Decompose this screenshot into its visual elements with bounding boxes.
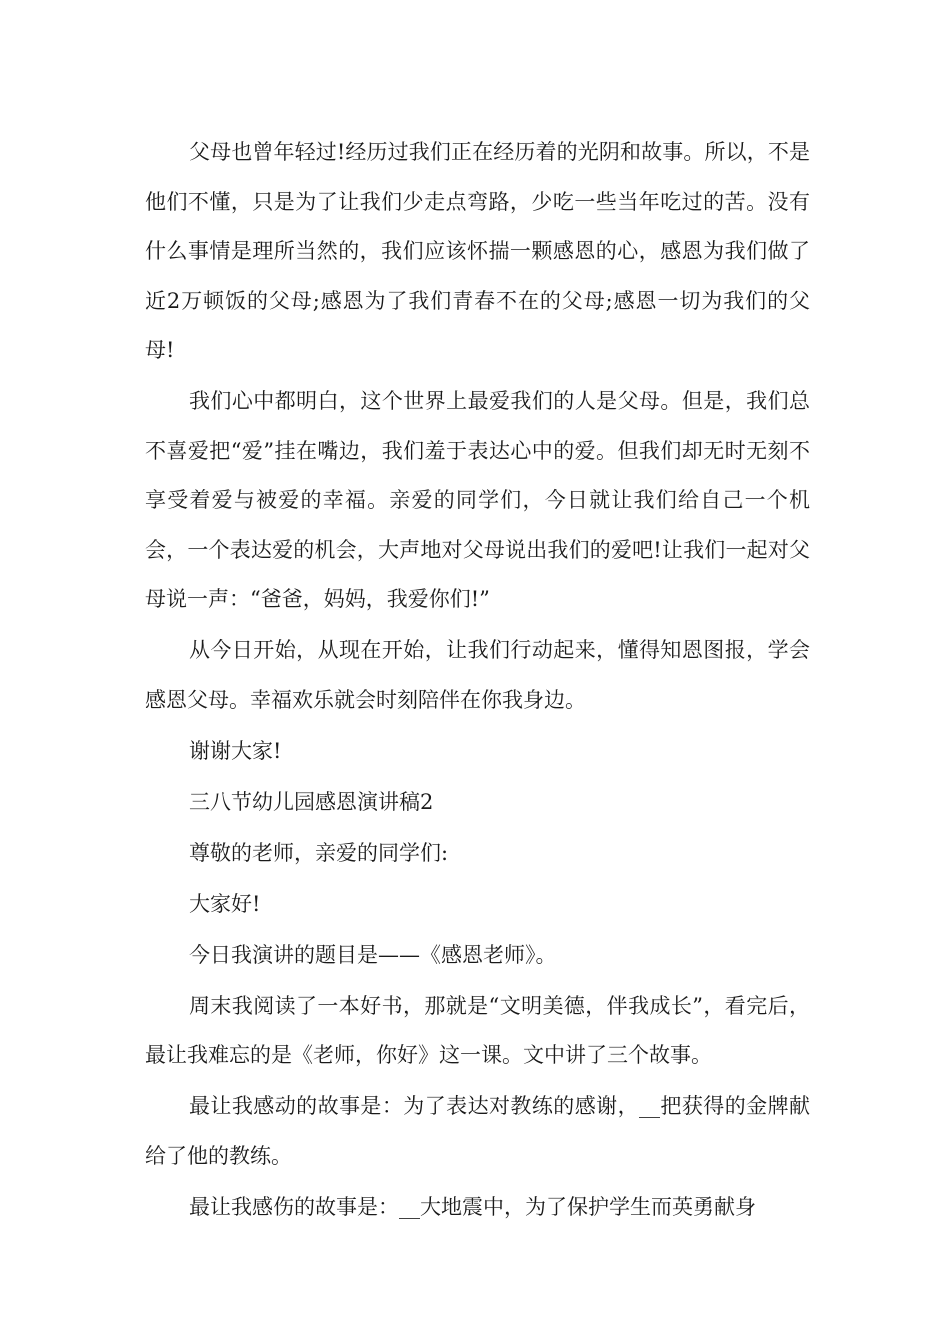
paragraph-moving-story: 最让我感动的故事是：为了表达对教练的感谢，__把获得的金牌献给了他的教练。 <box>145 1094 810 1168</box>
section-title: 三八节幼儿园感恩演讲稿2 <box>189 789 434 814</box>
paragraph-love-parents: 我们心中都明白，这个世界上最爱我们的人是父母。但是，我们总不喜爱把“爱”挂在嘴边，我们羞于表达心中的爱。但我们却无时无刻不享受着爱与被爱的幸福。亲爱的同学们，今日就让我们给自己一个机会，一个表达爱的机会，大声地对父母说出我们的爱吧!让我们一起对父母说一声：“爸爸，妈妈，我爱你们!” <box>145 389 810 611</box>
speech-topic: 今日我演讲的题目是——《感恩老师》。 <box>189 942 557 967</box>
greeting: 大家好! <box>189 891 261 916</box>
paragraph-thanks: 谢谢大家! <box>189 738 282 763</box>
salutation: 尊敬的老师，亲爱的同学们: <box>189 840 449 865</box>
paragraph-weekend-reading: 周末我阅读了一本好书，那就是“文明美德，伴我成长”，看完后，最让我难忘的是《老师，你好》这一课。文中讲了三个故事。 <box>145 993 810 1067</box>
paragraph-sad-story: 最让我感伤的故事是：__大地震中，为了保护学生而英勇献身 <box>189 1194 756 1219</box>
paragraph-take-action: 从今日开始，从现在开始，让我们行动起来，懂得知恩图报，学会感恩父母。幸福欢乐就会时刻陪伴在你我身边。 <box>145 638 810 712</box>
paragraph-gratitude-parents: 父母也曾年轻过!经历过我们正在经历着的光阴和故事。所以，不是他们不懂，只是为了让我们少走点弯路，少吃一些当年吃过的苦。没有什么事情是理所当然的，我们应该怀揣一颗感恩的心，感恩为我们做了近2万顿饭的父母;感恩为了我们青春不在的父母;感恩一切为我们的父母! <box>145 140 810 362</box>
document-body <box>145 128 810 1234</box>
